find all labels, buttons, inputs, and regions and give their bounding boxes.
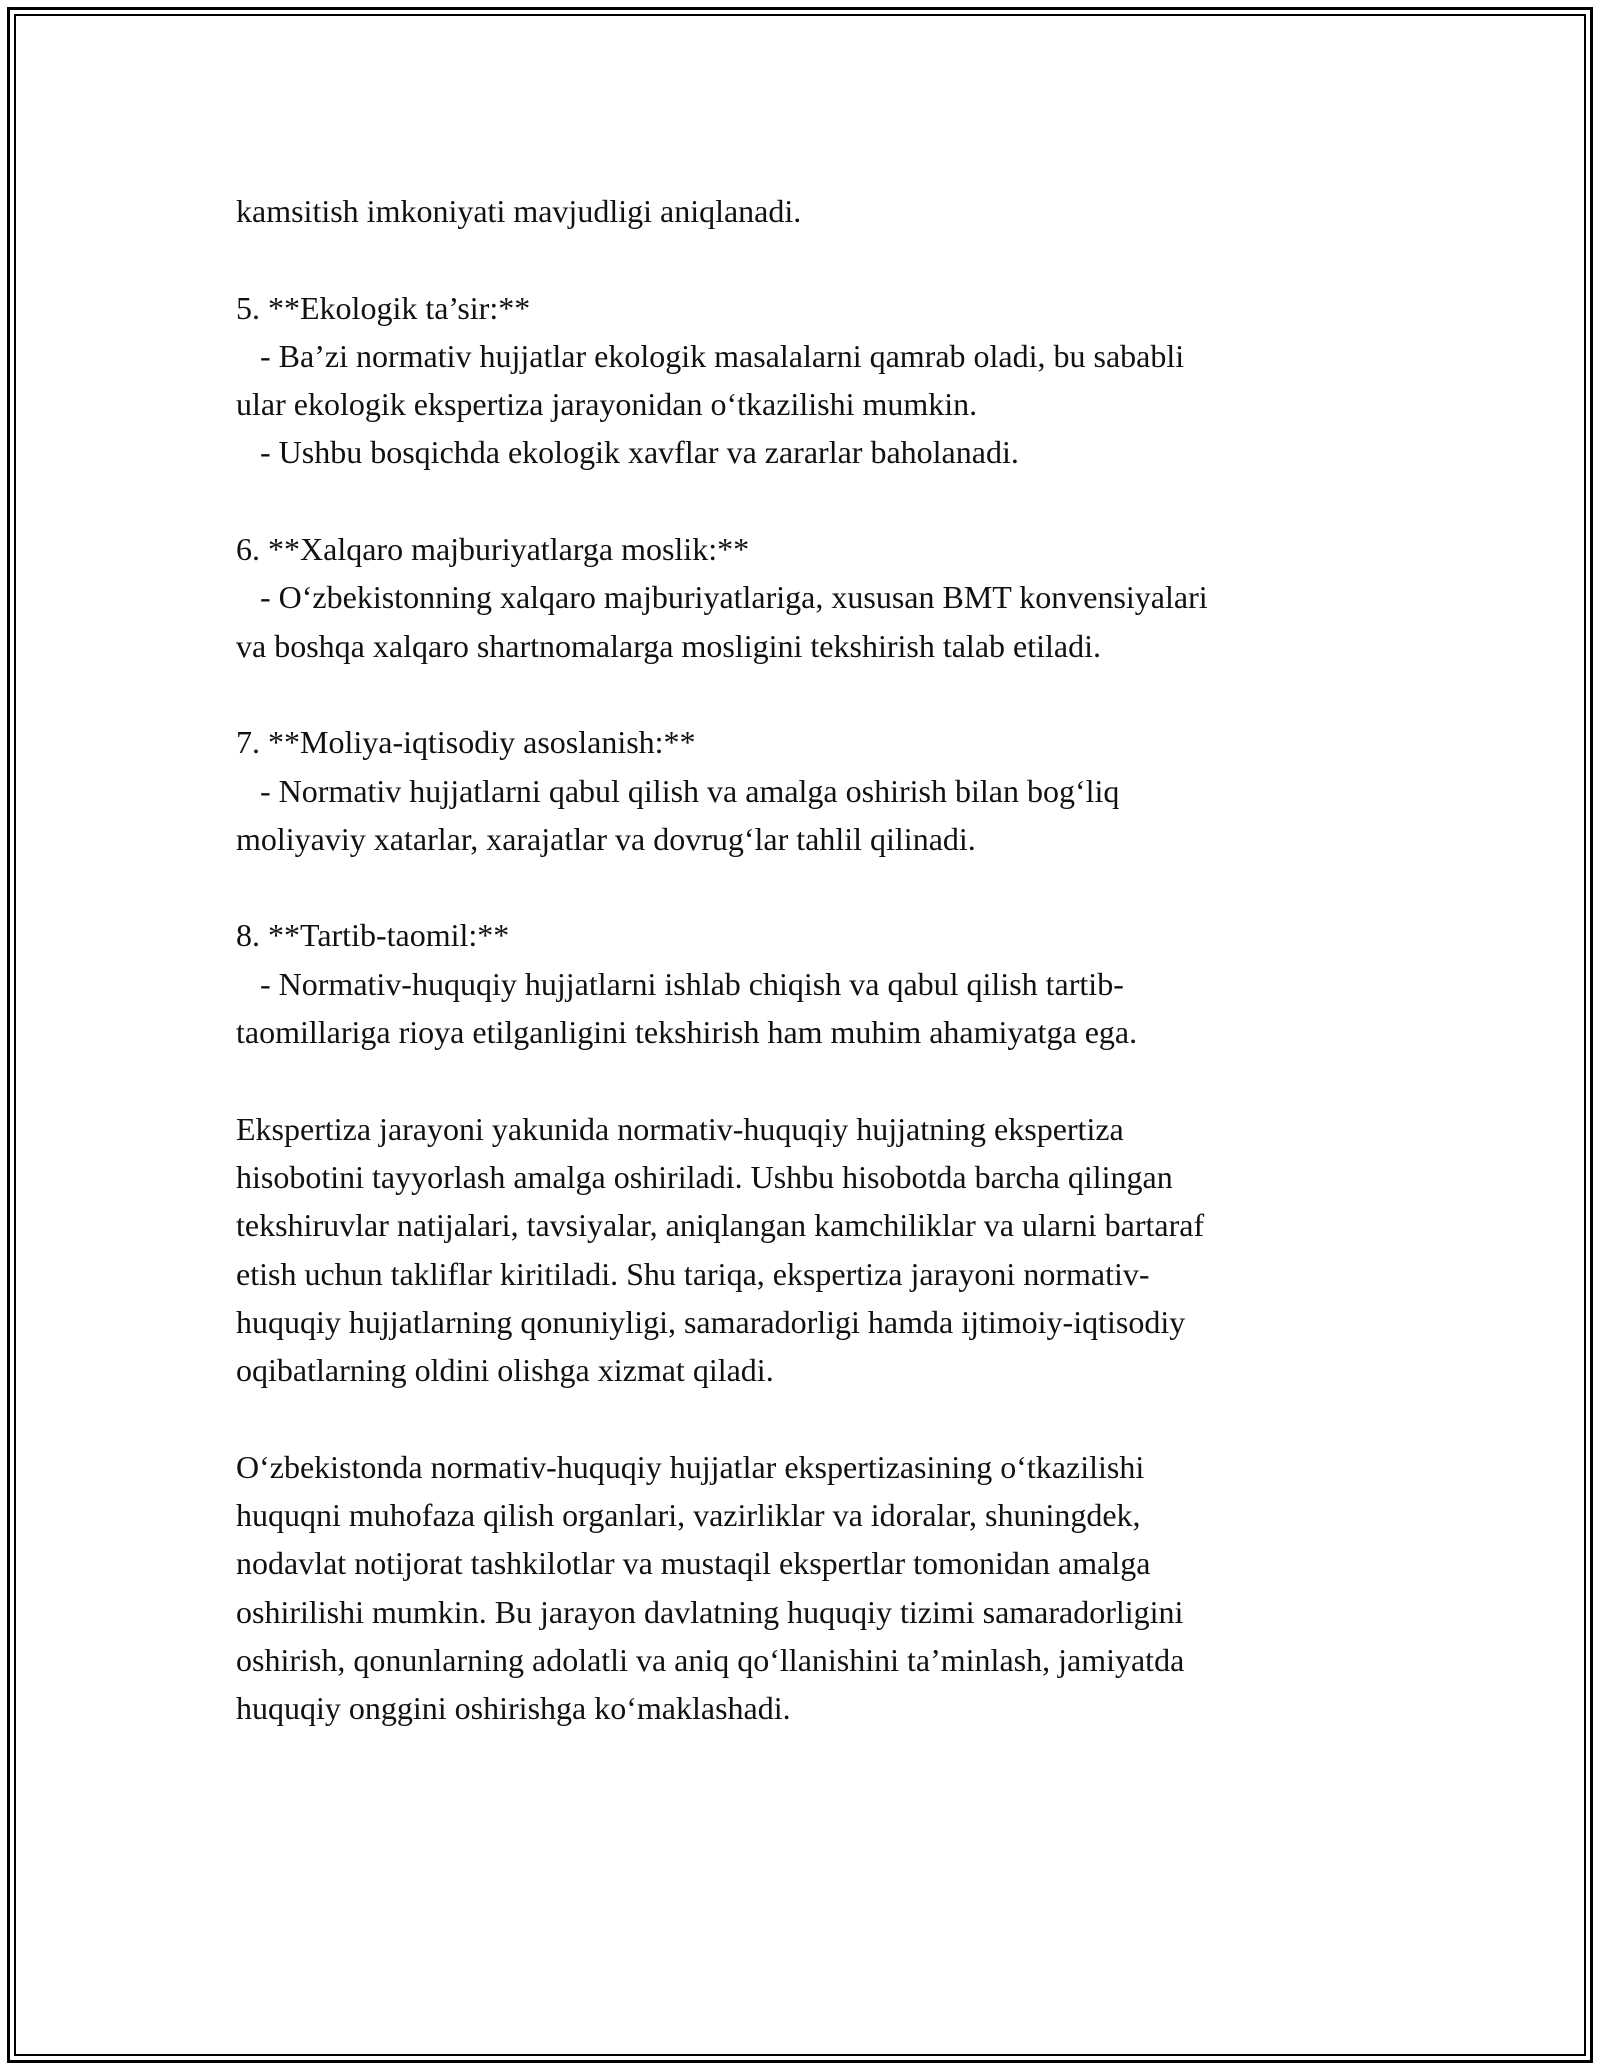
paragraph-line: huquqiy onggini oshirishga ko‘maklashadi. (236, 1690, 791, 1727)
text-line: - Normativ-huquqiy hujjatlarni ishlab chiqish va qabul qilish tartib- (236, 965, 1124, 1002)
paragraph-line: nodavlat notijorat tashkilotlar va mustaqil ekspertlar tomonidan amalga (236, 1545, 1151, 1582)
section-heading: 5. **Ekologik ta’sir:** (236, 289, 531, 326)
paragraph-line: huquqni muhofaza qilish organlari, vazirliklar va idoralar, shuningdek, (236, 1497, 1141, 1534)
paragraph-line: tekshiruvlar natijalari, tavsiyalar, aniqlangan kamchiliklar va ularni bartaraf (236, 1207, 1205, 1244)
paragraph-line: hisobotini tayyorlash amalga oshiriladi. Ushbu hisobotda barcha qilingan (236, 1158, 1173, 1195)
section-heading: 8. **Tartib-taomil:** (236, 917, 510, 954)
text-line: - Ushbu bosqichda ekologik xavflar va zararlar baholanadi. (236, 434, 1019, 471)
paragraph-line: O‘zbekistonda normativ-huquqiy hujjatlar ekspertizasining o‘tkazilishi (236, 1448, 1145, 1485)
section-heading: 7. **Moliya-iqtisodiy asoslanish:** (236, 724, 696, 761)
text-line: moliyaviy xatarlar, xarajatlar va dovrug‘lar tahlil qilinadi. (236, 820, 976, 857)
text-line: va boshqa xalqaro shartnomalarga mosligini tekshirish talab etiladi. (236, 627, 1101, 664)
blank-line (236, 1056, 1366, 1104)
paragraph-line: Ekspertiza jarayoni yakunida normativ-huquqiy hujjatning ekspertiza (236, 1110, 1124, 1147)
text-line: taomillariga rioya etilganligini tekshirish ham muhim ahamiyatga ega. (236, 1014, 1138, 1051)
text-line: - Ba’zi normativ hujjatlar ekologik masalalarni qamrab oladi, bu sababli (236, 337, 1185, 374)
paragraph-line: huquqiy hujjatlarning qonuniyligi, samaradorligi hamda ijtimoiy-iqtisodiy (236, 1303, 1186, 1340)
blank-line (236, 1394, 1366, 1442)
section-heading: 6. **Xalqaro majburiyatlarga moslik:** (236, 531, 750, 568)
blank-line (236, 477, 1366, 525)
paragraph-line: oqibatlarning oldini olishga xizmat qiladi. (236, 1352, 774, 1389)
blank-line (236, 863, 1366, 911)
document-body (236, 187, 1366, 1733)
text-line: - Normativ hujjatlarni qabul qilish va amalga oshirish bilan bog‘liq (236, 772, 1120, 809)
blank-line (236, 670, 1366, 718)
paragraph-line: oshirilishi mumkin. Bu jarayon davlatning huquqiy tizimi samaradorligini (236, 1593, 1184, 1630)
blank-line (236, 235, 1366, 283)
paragraph-line: etish uchun takliflar kiritiladi. Shu tariqa, ekspertiza jarayoni normativ- (236, 1255, 1150, 1292)
text-line: - O‘zbekistonning xalqaro majburiyatlariga, xususan BMT konvensiyalari (236, 579, 1208, 616)
text-line: kamsitish imkoniyati mavjudligi aniqlanadi. (236, 193, 802, 229)
paragraph-line: oshirish, qonunlarning adolatli va aniq qo‘llanishini ta’minlash, jamiyatda (236, 1641, 1185, 1678)
text-line: ular ekologik ekspertiza jarayonidan o‘tkazilishi mumkin. (236, 386, 978, 423)
